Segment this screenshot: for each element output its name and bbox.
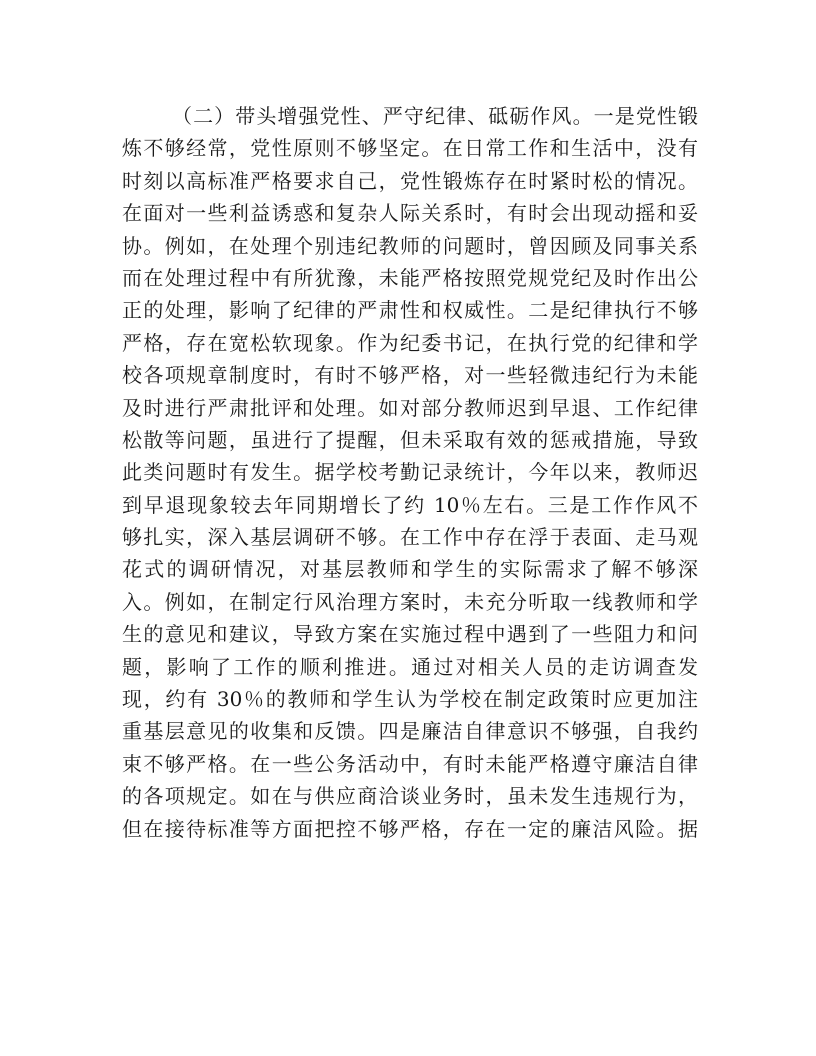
text-line: 的各项规定。如在与供应商洽谈业务时，虽未发生违规行为， [122, 784, 698, 809]
text-line: 及时进行严肃批评和处理。如对部分教师迟到早退、工作纪律 [122, 395, 698, 420]
text-line: 此类问题时有发生。据学校考勤记录统计，今年以来，教师迟 [122, 460, 698, 485]
text-line: 但在接待标准等方面把控不够严格，存在一定的廉洁风险。据 [122, 816, 698, 841]
text-line: （二）带头增强党性、严守纪律、砥砺作风。一是党性锻 [172, 104, 698, 128]
text-line: 校各项规章制度时，有时不够严格，对一些轻微违纪行为未能 [122, 363, 698, 388]
text-line: 生的意见和建议，导致方案在实施过程中遇到了一些阻力和问 [122, 622, 698, 647]
text-line: 时刻以高标准严格要求自己，党性锻炼存在时紧时松的情况。 [122, 168, 698, 193]
text-line: 正的处理，影响了纪律的严肃性和权威性。二是纪律执行不够 [122, 298, 698, 323]
paragraph [122, 100, 698, 845]
text-line: 重基层意见的收集和反馈。四是廉洁自律意识不够强，自我约 [122, 719, 698, 744]
text-line: 到早退现象较去年同期增长了约 10％左右。三是工作作风不 [122, 492, 698, 517]
text-line: 现，约有 30％的教师和学生认为学校在制定政策时应更加注 [122, 687, 698, 712]
text-line: 在面对一些利益诱惑和复杂人际关系时，有时会出现动摇和妥 [122, 201, 698, 226]
text-line: 协。例如，在处理个别违纪教师的问题时，曾因顾及同事关系 [122, 233, 698, 258]
text-line: 严格，存在宽松软现象。作为纪委书记，在执行党的纪律和学 [122, 330, 698, 355]
text-line: 而在处理过程中有所犹豫，未能严格按照党规党纪及时作出公 [122, 265, 698, 290]
text-line: 松散等问题，虽进行了提醒，但未采取有效的惩戒措施，导致 [122, 427, 698, 452]
text-line: 够扎实，深入基层调研不够。在工作中存在浮于表面、走马观 [122, 525, 698, 550]
text-line: 炼不够经常，党性原则不够坚定。在日常工作和生活中，没有 [122, 136, 698, 161]
text-line: 束不够严格。在一些公务活动中，有时未能严格遵守廉洁自律 [122, 751, 698, 776]
text-line: 题，影响了工作的顺利推进。通过对相关人员的走访调查发 [122, 654, 698, 679]
text-line: 花式的调研情况，对基层教师和学生的实际需求了解不够深 [122, 557, 698, 582]
text-line: 入。例如，在制定行风治理方案时，未充分听取一线教师和学 [122, 589, 698, 614]
